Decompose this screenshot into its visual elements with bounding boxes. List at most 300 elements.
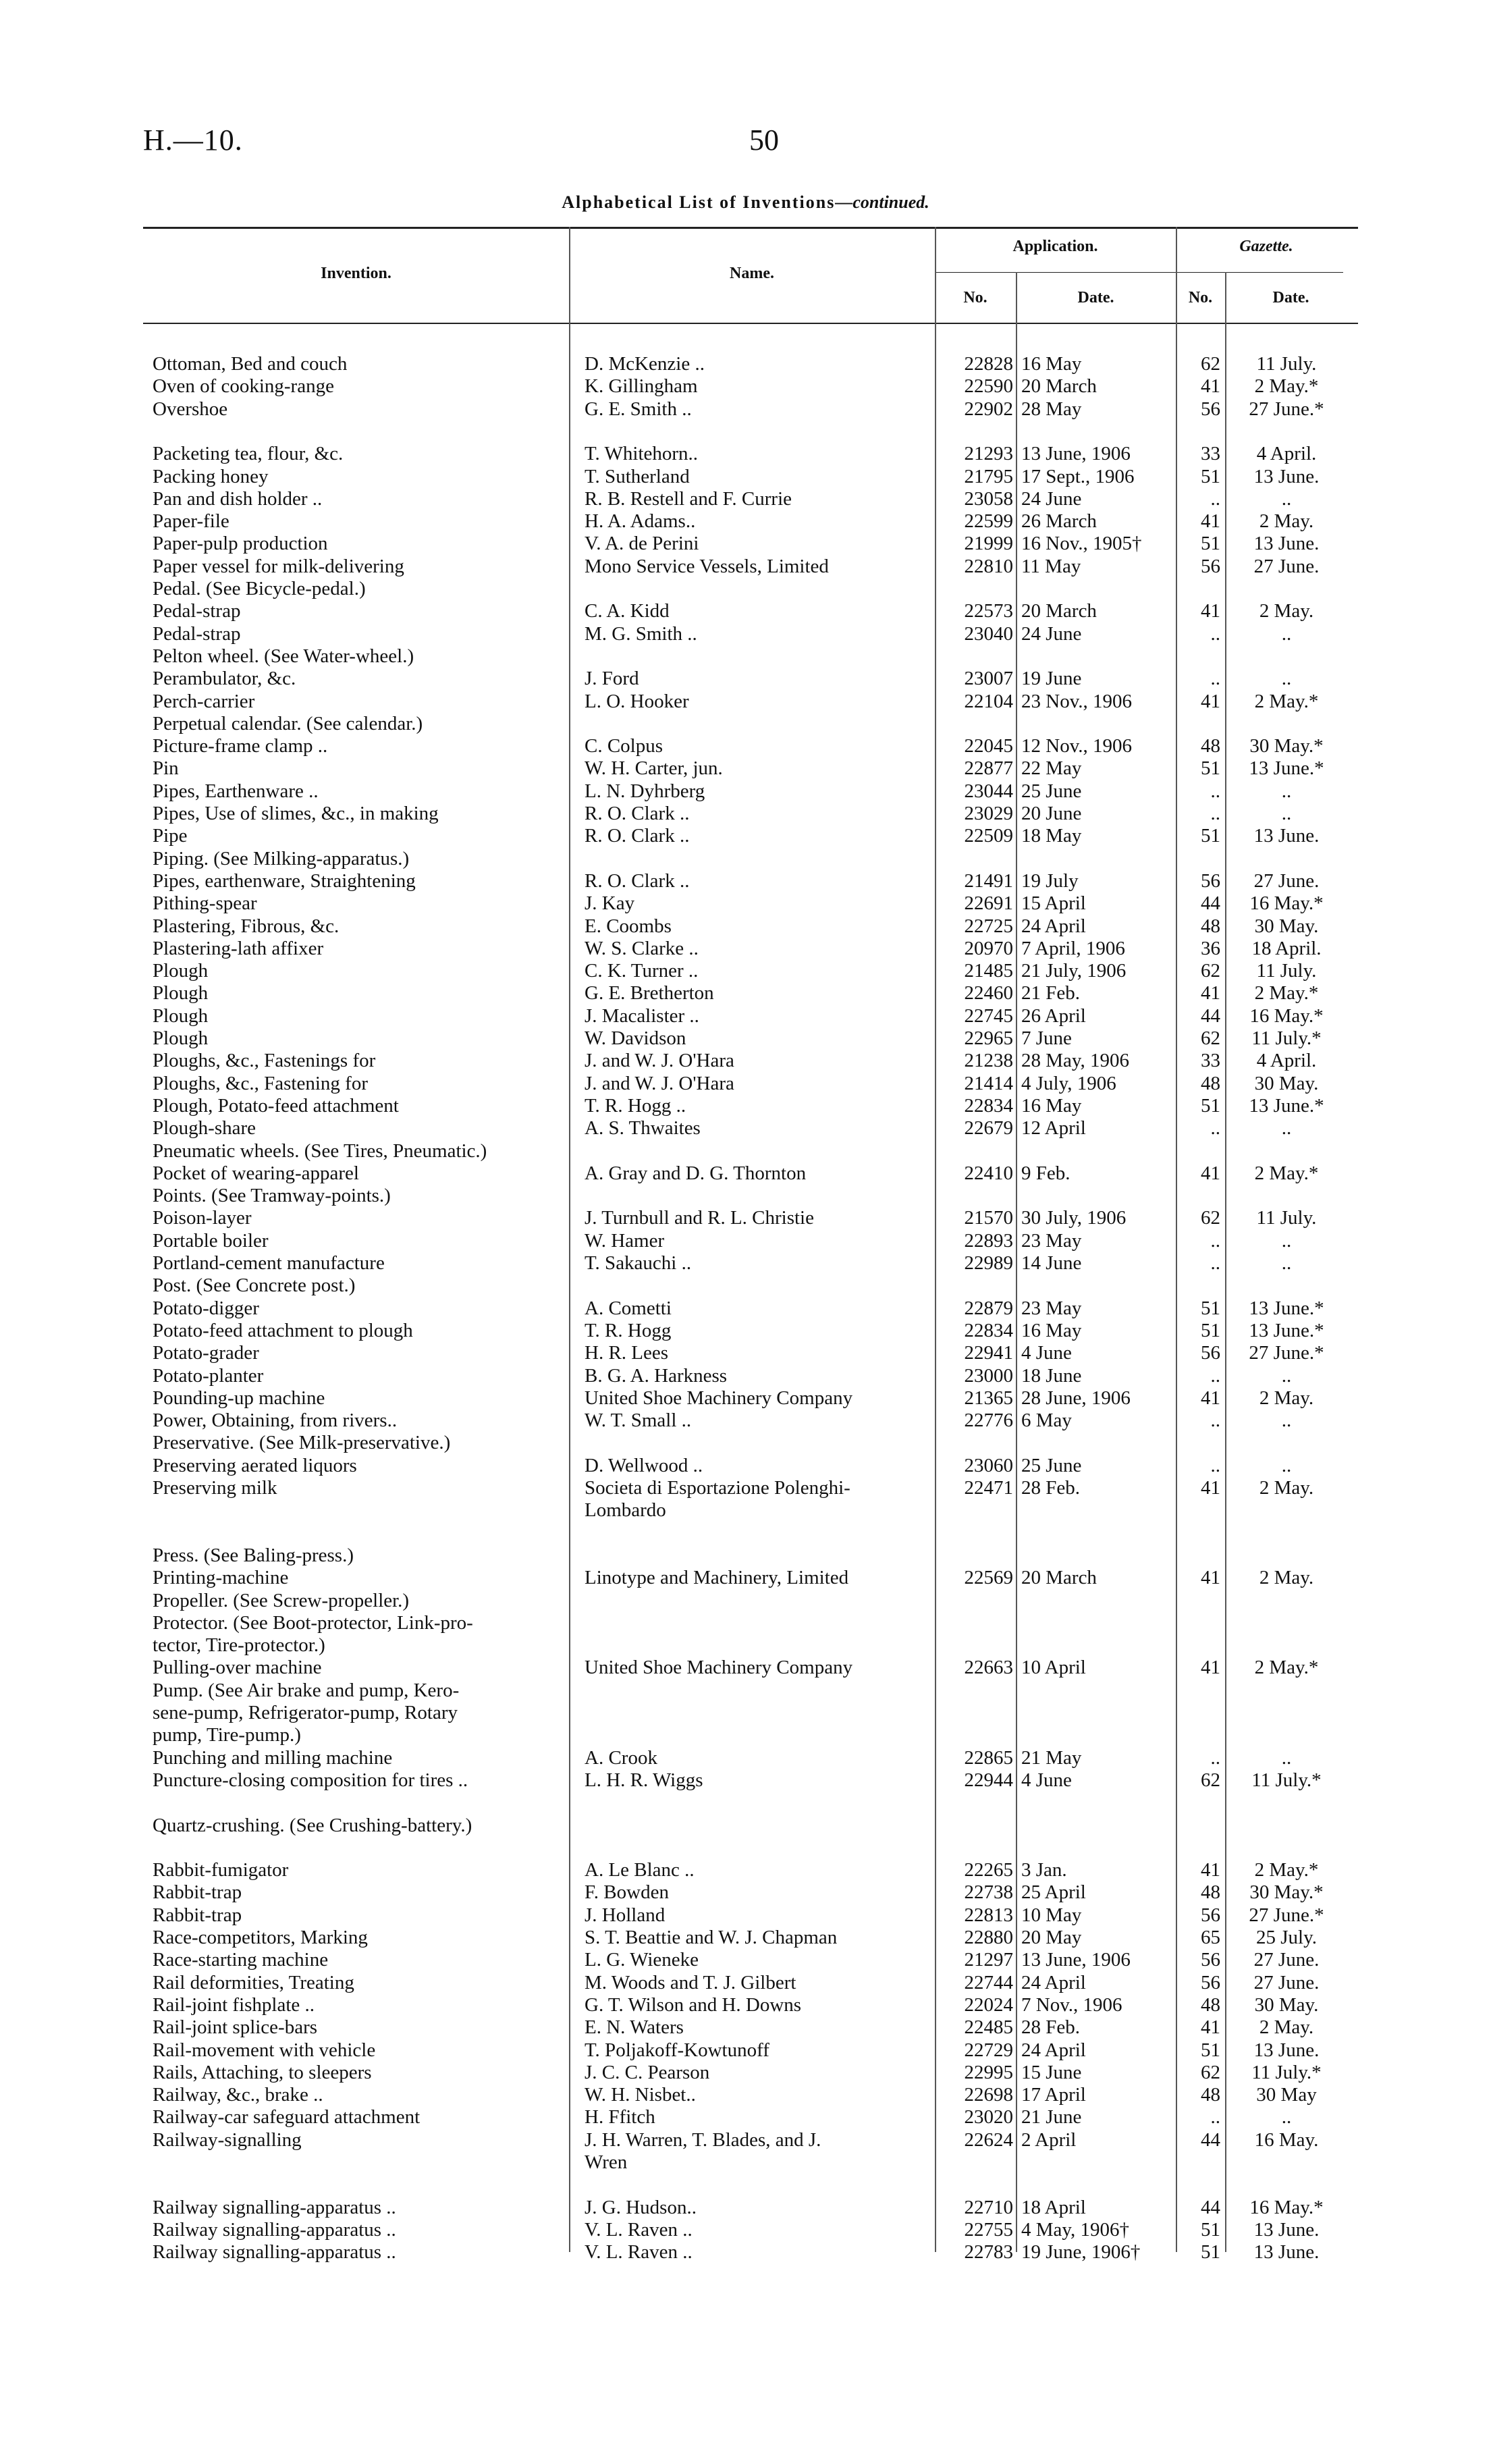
invention-cell: [153, 398, 558, 421]
name-cell-text: S. T. Beattie and W. J. Chapman: [585, 1927, 838, 1948]
name-cell: [585, 803, 922, 825]
name-cell-text: V. L. Raven ..: [585, 2241, 693, 2264]
gazette-date-cell-text: 2 May.*: [1254, 1162, 1319, 1184]
application-no-cell-text: 21795: [964, 465, 1013, 487]
gazette-no-cell-text: 51: [1201, 1319, 1220, 1341]
table-row: [0, 533, 1491, 555]
gazette-no-cell-text: 41: [1201, 690, 1220, 712]
gazette-date-cell-text: 13 June.: [1253, 2039, 1320, 2061]
application-date-cell-text: 17 Sept., 1906: [1021, 465, 1135, 487]
table-row: [0, 1927, 1491, 1949]
table-row: [0, 1724, 1491, 1746]
invention-cell: [153, 870, 558, 892]
application-no-cell-text: 21999: [964, 533, 1013, 555]
invention-cell: [153, 1342, 558, 1364]
gazette-no-cell-text: 62: [1201, 353, 1220, 375]
table-row: [0, 915, 1491, 938]
application-date-cell-text: 18 April: [1021, 2196, 1086, 2218]
name-cell: [585, 2062, 922, 2084]
header-gazette: Gazette.: [1239, 238, 1293, 255]
gazette-no-cell-text: 65: [1201, 1927, 1220, 1948]
table-row: [0, 2241, 1491, 2264]
table-row: [0, 1567, 1491, 1589]
name-cell-text: W. H. Carter, jun.: [585, 757, 723, 780]
gazette-no-cell-text: 33: [1201, 1050, 1220, 1072]
table-row: [0, 645, 1491, 668]
table-row: [0, 375, 1491, 398]
application-date-cell-text: 19 June: [1021, 668, 1082, 690]
name-cell: [585, 375, 922, 398]
gazette-date-cell-text: 11 July.*: [1251, 1027, 1322, 1049]
invention-cell-text: Picture-frame clamp ..: [153, 735, 328, 757]
gazette-date-cell: [1232, 443, 1340, 465]
application-no-cell: [935, 2062, 1013, 2084]
invention-cell-text: Pump. (See Air brake and pump, Kero-: [153, 1679, 460, 1701]
application-no-cell-text: 22679: [964, 1117, 1013, 1140]
invention-cell-text: Power, Obtaining, from rivers..: [153, 1410, 398, 1432]
application-no-cell: [935, 735, 1013, 757]
table-row: [0, 1005, 1491, 1027]
gazette-no-cell: [1178, 691, 1220, 713]
gazette-date-cell-text: 11 July.*: [1251, 2061, 1322, 2083]
application-no-cell: [935, 825, 1013, 847]
gazette-date-cell: [1232, 1972, 1340, 1994]
gazette-date-cell-text: 13 June.: [1253, 533, 1320, 555]
application-no-cell-text: 22745: [964, 1005, 1013, 1027]
name-cell-text: F. Bowden: [585, 1881, 669, 1904]
gazette-date-cell: [1232, 1162, 1340, 1185]
name-cell: [585, 1972, 922, 1994]
gazette-no-cell-text: 44: [1201, 2196, 1220, 2218]
invention-cell: [153, 1117, 558, 1140]
application-no-cell-text: 23020: [964, 2106, 1013, 2128]
name-cell-text: J. and W. J. O'Hara: [585, 1050, 734, 1072]
application-date-cell: [1021, 510, 1170, 533]
application-no-cell: [935, 691, 1013, 713]
name-cell-text: T. Whitehorn..: [585, 443, 699, 465]
invention-cell-text: Rail-movement with vehicle: [153, 2039, 376, 2061]
gazette-no-cell: [1178, 1005, 1220, 1027]
invention-cell: [153, 2106, 558, 2128]
invention-cell: [153, 1005, 558, 1027]
application-date-cell-text: 24 April: [1021, 1971, 1086, 1993]
gazette-no-cell-text: 41: [1201, 600, 1220, 622]
gazette-no-cell-text: 56: [1201, 1971, 1220, 1993]
name-cell-text: E. Coombs: [585, 915, 672, 937]
application-date-cell: [1021, 2016, 1170, 2039]
table-row: [0, 1185, 1491, 1207]
application-date-cell-text: 4 July, 1906: [1021, 1072, 1116, 1094]
invention-cell-text: Potato-grader: [153, 1342, 259, 1364]
gazette-no-cell: [1178, 1410, 1220, 1432]
application-no-cell-text: 22744: [964, 1971, 1013, 1993]
invention-cell-text: Plough: [153, 982, 209, 1005]
invention-cell: [153, 1207, 558, 1229]
gazette-date-cell-text: ..: [1281, 1229, 1292, 1252]
application-date-cell: [1021, 735, 1170, 757]
application-no-cell: [935, 2106, 1013, 2128]
gazette-date-cell-text: 2 May.*: [1254, 690, 1319, 712]
gazette-no-cell: [1178, 1881, 1220, 1904]
invention-cell-text: Railway signalling-apparatus ..: [153, 2196, 396, 2218]
table-row: [0, 1140, 1491, 1162]
name-cell-text: V. A. de Perini: [585, 533, 699, 555]
name-cell: [585, 533, 922, 555]
name-cell-text: United Shoe Machinery Company: [585, 1657, 853, 1679]
table-row: [0, 1275, 1491, 1297]
application-date-cell: [1021, 2106, 1170, 2128]
invention-cell-text: Plough: [153, 1027, 209, 1049]
invention-cell: [153, 466, 558, 488]
application-no-cell-text: 22755: [964, 2218, 1013, 2241]
gazette-no-cell: [1178, 2219, 1220, 2241]
name-cell: [585, 1881, 922, 1904]
application-no-cell-text: 22834: [964, 1319, 1013, 1341]
invention-cell-text: Punching and milling machine: [153, 1746, 393, 1769]
invention-cell: [153, 1455, 558, 1477]
name-cell: [585, 1073, 922, 1095]
application-no-cell-text: 22893: [964, 1229, 1013, 1252]
gazette-date-cell-text: 30 May.: [1254, 1993, 1319, 2016]
application-date-cell-text: 28 May: [1021, 398, 1082, 420]
gazette-date-cell-text: 2 May.: [1259, 1387, 1314, 1409]
name-cell: [585, 870, 922, 892]
gazette-date-cell: [1232, 1994, 1340, 2016]
application-no-cell: [935, 1117, 1013, 1140]
application-date-cell: [1021, 1747, 1170, 1769]
name-cell-text: H. A. Adams..: [585, 510, 696, 533]
table-row: [0, 1702, 1491, 1724]
table-row: [0, 1162, 1491, 1185]
invention-cell-text: Preserving milk: [153, 1477, 277, 1499]
gazette-date-cell-text: 13 June.*: [1249, 1094, 1324, 1117]
table-row: [0, 2151, 1491, 2174]
name-cell: [585, 1904, 922, 1927]
table-row: [0, 1499, 1491, 1522]
application-date-cell: [1021, 443, 1170, 465]
gazette-no-cell-text: 41: [1201, 510, 1220, 533]
application-no-cell: [935, 1027, 1013, 1050]
gazette-date-cell-text: 16 May.*: [1249, 892, 1324, 915]
invention-cell: [153, 443, 558, 465]
invention-cell-text: Paper-pulp production: [153, 533, 328, 555]
gazette-no-cell: [1178, 375, 1220, 398]
gazette-date-cell: [1232, 1455, 1340, 1477]
name-cell: [585, 938, 922, 960]
gazette-date-cell-text: ..: [1281, 1364, 1292, 1387]
header-application-no: No.: [963, 289, 987, 306]
application-date-cell-text: 21 June: [1021, 2106, 1082, 2128]
application-date-cell: [1021, 1320, 1170, 1342]
invention-cell: [153, 1859, 558, 1881]
name-cell-text: R. O. Clark ..: [585, 869, 690, 892]
application-no-cell: [935, 1904, 1013, 1927]
invention-cell: [153, 1612, 558, 1634]
application-date-cell: [1021, 398, 1170, 421]
table-row: [0, 510, 1491, 533]
invention-cell: [153, 1680, 558, 1702]
name-cell: [585, 960, 922, 982]
name-cell-text: C. A. Kidd: [585, 600, 670, 622]
gazette-no-cell-text: 51: [1201, 825, 1220, 847]
gazette-no-cell: [1178, 1320, 1220, 1342]
application-no-cell-text: 22569: [964, 1567, 1013, 1589]
gazette-date-cell: [1232, 1117, 1340, 1140]
invention-cell: [153, 780, 558, 803]
invention-cell-text: Perambulator, &c.: [153, 668, 296, 690]
invention-cell-text: Plough: [153, 960, 209, 982]
invention-cell-text: Pipes, Earthenware ..: [153, 780, 319, 802]
invention-cell-text: pump, Tire-pump.): [153, 1724, 301, 1746]
gazette-date-cell-text: 13 June.: [1253, 825, 1320, 847]
invention-cell-text: Portland-cement manufacture: [153, 1252, 385, 1274]
application-date-cell-text: 7 Nov., 1906: [1021, 1993, 1122, 2016]
gazette-no-cell: [1178, 2129, 1220, 2151]
application-date-cell: [1021, 825, 1170, 847]
invention-cell: [153, 1590, 558, 1612]
name-cell: [585, 1297, 922, 1320]
application-date-cell-text: 3 Jan.: [1021, 1859, 1067, 1881]
invention-cell-text: Packeting tea, flour, &c.: [153, 443, 344, 465]
invention-cell-text: Railway signalling-apparatus ..: [153, 2218, 396, 2241]
application-no-cell: [935, 668, 1013, 690]
name-cell: [585, 1230, 922, 1252]
application-no-cell: [935, 1972, 1013, 1994]
application-date-cell-text: 13 June, 1906: [1021, 1949, 1131, 1971]
invention-cell-text: Oven of cooking-range: [153, 375, 334, 398]
application-no-cell: [935, 1342, 1013, 1364]
application-date-cell: [1021, 982, 1170, 1005]
invention-cell: [153, 1432, 558, 1454]
gazette-date-cell: [1232, 600, 1340, 622]
gazette-no-cell-text: 36: [1201, 937, 1220, 959]
application-no-cell: [935, 2084, 1013, 2106]
application-date-cell-text: 28 June, 1906: [1021, 1387, 1131, 1409]
invention-cell: [153, 1095, 558, 1117]
application-no-cell-text: 22509: [964, 825, 1013, 847]
invention-cell-text: Paper vessel for milk-delivering: [153, 555, 404, 577]
application-date-cell: [1021, 1927, 1170, 1949]
invention-cell-text: Ploughs, &c., Fastening for: [153, 1072, 368, 1094]
invention-cell: [153, 600, 558, 622]
application-date-cell-text: 24 June: [1021, 487, 1082, 510]
table-row: [0, 713, 1491, 735]
name-cell: [585, 2219, 922, 2241]
gazette-date-cell-text: 27 June.*: [1249, 1342, 1324, 1364]
gazette-no-cell-text: ..: [1210, 1410, 1220, 1432]
invention-cell: [153, 488, 558, 510]
name-cell: [585, 1207, 922, 1229]
application-date-cell-text: 6 May: [1021, 1410, 1072, 1432]
application-no-cell-text: 22471: [964, 1477, 1013, 1499]
page-title: [0, 192, 1491, 213]
name-cell: [585, 510, 922, 533]
gazette-date-cell-text: 27 June.: [1253, 1949, 1320, 1971]
application-no-cell-text: 23000: [964, 1364, 1013, 1387]
gazette-no-cell: [1178, 1949, 1220, 1971]
table-row: [0, 2219, 1491, 2241]
table-row: [0, 1612, 1491, 1634]
table-row: [0, 938, 1491, 960]
gazette-date-cell: [1232, 2106, 1340, 2128]
gazette-no-cell-text: 51: [1201, 465, 1220, 487]
name-cell-text: United Shoe Machinery Company: [585, 1387, 853, 1409]
invention-cell: [153, 892, 558, 915]
gazette-date-cell-text: 16 May.*: [1249, 1005, 1324, 1027]
header-gazette-no: No.: [1188, 289, 1213, 306]
gazette-date-cell: [1232, 938, 1340, 960]
invention-cell: [153, 960, 558, 982]
application-no-cell-text: 22879: [964, 1297, 1013, 1319]
name-cell: [585, 825, 922, 847]
gazette-no-cell: [1178, 398, 1220, 421]
application-no-cell-text: 22710: [964, 2196, 1013, 2218]
gazette-date-cell-text: 13 June.: [1253, 2218, 1320, 2241]
application-date-cell-text: 19 June, 1906†: [1021, 2241, 1141, 2264]
invention-cell: [153, 1545, 558, 1567]
invention-cell-text: Plastering, Fibrous, &c.: [153, 915, 340, 937]
name-cell-text: A. Cometti: [585, 1297, 672, 1319]
gazette-no-cell: [1178, 1994, 1220, 2016]
gazette-no-cell-text: ..: [1210, 2106, 1220, 2128]
name-cell: [585, 1927, 922, 1949]
gazette-no-cell-text: 48: [1201, 2084, 1220, 2106]
gazette-date-cell: [1232, 892, 1340, 915]
invention-cell: [153, 1162, 558, 1185]
gazette-date-cell: [1232, 1657, 1340, 1679]
invention-cell-text: sene-pump, Refrigerator-pump, Rotary: [153, 1702, 458, 1723]
invention-cell-text: Pedal-strap: [153, 600, 241, 622]
name-cell-text: D. McKenzie ..: [585, 353, 705, 375]
application-date-cell: [1021, 1005, 1170, 1027]
name-cell-text: T. Sakauchi ..: [585, 1252, 692, 1274]
application-date-cell-text: 25 June: [1021, 780, 1082, 802]
name-cell-text: J. H. Warren, T. Blades, and J.: [585, 2128, 821, 2151]
table-row: [0, 1365, 1491, 1387]
application-no-cell-text: 23060: [964, 1454, 1013, 1476]
application-date-cell-text: 28 Feb.: [1021, 1477, 1080, 1499]
invention-cell: [153, 757, 558, 780]
application-no-cell-text: 22776: [964, 1410, 1013, 1432]
gazette-no-cell: [1178, 1027, 1220, 1050]
table-row: [0, 735, 1491, 757]
application-no-cell-text: 21238: [964, 1050, 1013, 1072]
table-row: [0, 1859, 1491, 1881]
application-date-cell: [1021, 2219, 1170, 2241]
gazette-date-cell: [1232, 668, 1340, 690]
application-no-cell: [935, 1162, 1013, 1185]
application-no-cell-text: 23044: [964, 780, 1013, 802]
gazette-date-cell-text: 13 June.*: [1249, 1319, 1324, 1341]
invention-cell-text: Rail-joint fishplate ..: [153, 1993, 315, 2016]
invention-cell-text: Rail-joint splice-bars: [153, 2016, 318, 2039]
invention-cell: [153, 1927, 558, 1949]
table-row: [0, 691, 1491, 713]
gazette-no-cell-text: 41: [1201, 1477, 1220, 1499]
name-cell: [585, 1747, 922, 1769]
name-cell: [585, 443, 922, 465]
name-cell-text: W. H. Nisbet..: [585, 2084, 696, 2106]
gazette-no-cell: [1178, 1657, 1220, 1679]
name-cell: [585, 1387, 922, 1410]
name-cell: [585, 2039, 922, 2062]
name-cell-text: D. Wellwood ..: [585, 1454, 703, 1476]
gazette-date-cell: [1232, 533, 1340, 555]
table-row: [0, 1994, 1491, 2016]
invention-cell-text: Pocket of wearing-apparel: [153, 1162, 359, 1184]
table-row: [0, 757, 1491, 780]
name-cell: [585, 2016, 922, 2039]
invention-cell: [153, 1230, 558, 1252]
application-no-cell: [935, 1050, 1013, 1072]
application-date-cell: [1021, 757, 1170, 780]
table-row: [0, 1657, 1491, 1679]
application-date-cell-text: 21 Feb.: [1021, 982, 1080, 1005]
header-invention: Invention.: [321, 265, 391, 282]
invention-cell-text: Points. (See Tramway-points.): [153, 1185, 391, 1207]
invention-cell: [153, 1769, 558, 1792]
application-date-cell-text: 23 May: [1021, 1297, 1082, 1319]
gazette-date-cell: [1232, 960, 1340, 982]
table-row: [0, 2062, 1491, 2084]
application-no-cell: [935, 1095, 1013, 1117]
invention-cell-text: Railway signalling-apparatus ..: [153, 2241, 396, 2264]
invention-cell: [153, 2062, 558, 2084]
gazette-date-cell: [1232, 735, 1340, 757]
table-row: [0, 1680, 1491, 1702]
application-date-cell: [1021, 1027, 1170, 1050]
invention-cell-text: Preservative. (See Milk-preservative.): [153, 1432, 451, 1454]
gazette-date-cell: [1232, 1297, 1340, 1320]
application-date-cell-text: 24 April: [1021, 2039, 1086, 2061]
application-date-cell-text: 15 June: [1021, 2061, 1082, 2083]
gazette-date-cell-text: 13 June.*: [1249, 757, 1324, 780]
application-date-cell: [1021, 2039, 1170, 2062]
application-no-cell: [935, 1387, 1013, 1410]
gazette-no-cell: [1178, 780, 1220, 803]
invention-cell-text: Perch-carrier: [153, 690, 255, 712]
gazette-date-cell-text: ..: [1281, 1746, 1292, 1769]
gazette-date-cell-text: 11 July.*: [1251, 1769, 1322, 1791]
application-no-cell: [935, 892, 1013, 915]
application-date-cell: [1021, 1904, 1170, 1927]
invention-cell: [153, 1275, 558, 1297]
invention-cell-text: tector, Tire-protector.): [153, 1634, 325, 1657]
application-no-cell: [935, 533, 1013, 555]
application-date-cell: [1021, 1230, 1170, 1252]
gazette-no-cell: [1178, 1859, 1220, 1881]
invention-cell: [153, 1477, 558, 1499]
application-no-cell-text: 21485: [964, 960, 1013, 982]
invention-cell-text: Plastering-lath affixer: [153, 937, 324, 959]
invention-cell-text: Propeller. (See Screw-propeller.): [153, 1589, 410, 1611]
gazette-date-cell: [1232, 825, 1340, 847]
gazette-date-cell-text: ..: [1281, 487, 1292, 510]
application-no-cell: [935, 1769, 1013, 1792]
gazette-no-cell-text: 41: [1201, 1859, 1220, 1881]
invention-cell-text: Poison-layer: [153, 1207, 252, 1229]
table-row: [0, 1027, 1491, 1050]
gazette-no-cell: [1178, 1207, 1220, 1229]
invention-cell: [153, 623, 558, 645]
invention-cell: [153, 2197, 558, 2219]
application-date-cell-text: 16 May: [1021, 353, 1082, 375]
application-no-cell: [935, 1365, 1013, 1387]
invention-cell-text: Plough-share: [153, 1117, 256, 1140]
page-number: 50: [749, 124, 779, 157]
invention-cell: [153, 915, 558, 938]
application-no-cell-text: 22725: [964, 915, 1013, 937]
